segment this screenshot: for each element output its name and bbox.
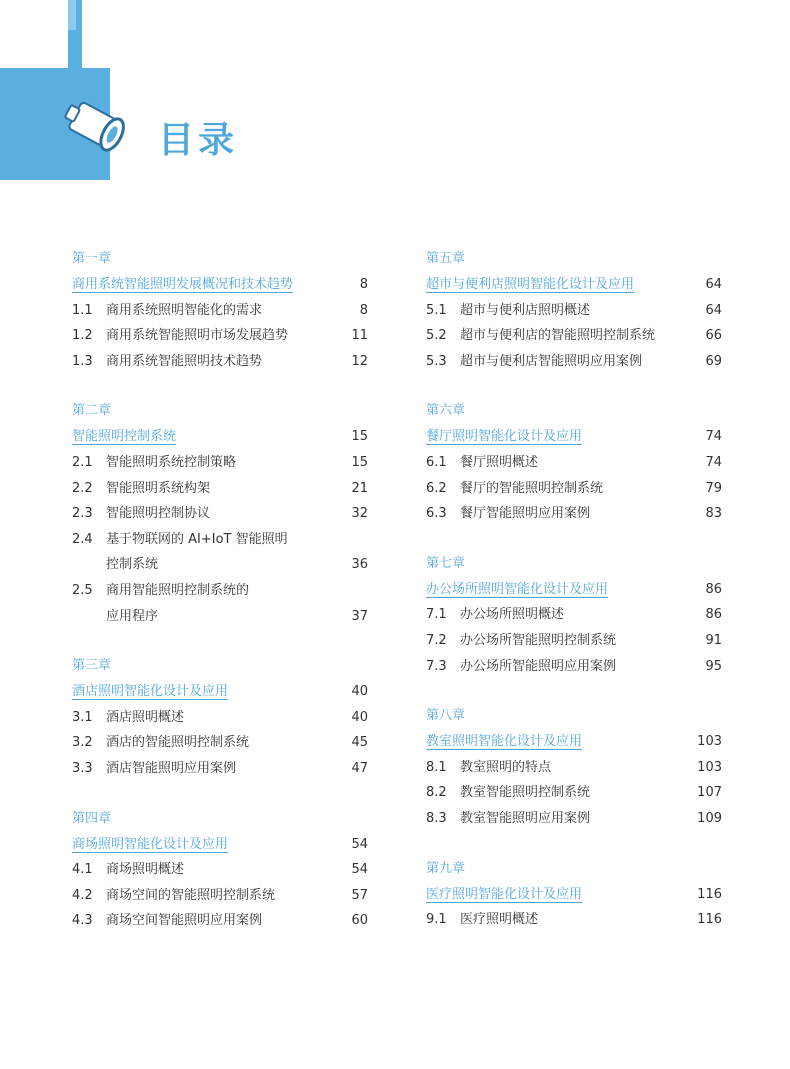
section-text	[426, 755, 551, 781]
toc-chapter	[426, 703, 722, 831]
section-title-line: 酒店照明概述	[106, 709, 185, 725]
page-number: 79	[705, 480, 722, 496]
section-entry[interactable]	[72, 476, 368, 502]
section-entry[interactable]	[426, 450, 722, 476]
section-number: 4.3	[72, 913, 93, 929]
section-entry[interactable]	[72, 527, 368, 578]
page-number: 36	[351, 557, 368, 573]
section-text	[426, 323, 655, 349]
section-entry[interactable]	[426, 907, 722, 933]
page-number: 83	[705, 506, 722, 522]
section-entry[interactable]	[72, 730, 368, 756]
section-entry[interactable]	[426, 501, 722, 527]
page-number: 15	[351, 454, 368, 470]
page-number: 116	[697, 886, 722, 902]
section-number: 3.1	[72, 709, 93, 725]
page-number: 54	[351, 836, 368, 852]
page-number: 116	[697, 912, 722, 928]
chapter-title-entry[interactable]	[426, 272, 722, 298]
section-title-line: 办公场所智能照明控制系统	[460, 632, 617, 648]
section-title-line: 超市与便利店的智能照明控制系统	[460, 328, 656, 344]
section-number: 4.2	[72, 887, 93, 903]
chapter-title: 智能照明控制系统	[72, 429, 177, 445]
toc-chapter	[426, 398, 722, 526]
section-text	[426, 907, 538, 933]
section-title-line: 餐厅智能照明应用案例	[460, 506, 591, 522]
page-number: 45	[351, 735, 368, 751]
chapter-title: 超市与便利店照明智能化设计及应用	[426, 277, 635, 292]
page-number: 64	[705, 277, 722, 292]
section-number: 6.1	[426, 454, 447, 470]
section-number: 5.1	[426, 302, 447, 318]
toc-left-column	[72, 246, 368, 958]
toc-chapter	[72, 653, 368, 781]
toc-chapter	[426, 551, 722, 679]
section-text	[426, 628, 616, 654]
page-number: 8	[359, 302, 368, 318]
toc-chapter	[72, 398, 368, 629]
section-title-line: 商场照明概述	[106, 862, 185, 878]
page-number: 40	[351, 709, 368, 725]
section-entry[interactable]	[426, 780, 722, 806]
section-entry[interactable]	[72, 298, 368, 324]
section-text	[72, 883, 275, 909]
page-number: 103	[697, 759, 722, 775]
page-number: 95	[705, 658, 722, 674]
chapter-title-entry[interactable]	[426, 424, 722, 450]
section-text	[426, 450, 538, 476]
chapter-title: 教室照明智能化设计及应用	[426, 734, 583, 750]
section-entry[interactable]	[72, 883, 368, 909]
section-text	[72, 578, 249, 629]
chapter-title-entry[interactable]	[426, 729, 722, 755]
section-title-line: 医疗照明概述	[460, 912, 539, 928]
chapter-title-entry[interactable]	[72, 679, 368, 705]
section-number: 1.1	[72, 302, 93, 318]
section-title-line: 智能照明系统控制策略	[106, 454, 237, 470]
chapter-title-entry[interactable]	[72, 832, 368, 858]
section-entry[interactable]	[72, 908, 368, 934]
page-number: 40	[351, 684, 368, 700]
section-title-line: 商用智能照明控制系统的	[106, 582, 250, 598]
chapter-label: 第一章	[72, 251, 112, 266]
section-title-line: 办公场所照明概述	[460, 607, 565, 623]
spotlight-icon	[58, 92, 138, 162]
page-number: 15	[351, 429, 368, 445]
page-number: 107	[697, 785, 722, 801]
section-text	[72, 527, 288, 578]
toc-chapter	[72, 806, 368, 934]
section-title-line: 餐厅照明概述	[460, 454, 539, 470]
section-text	[426, 501, 590, 527]
toc-chapter	[426, 246, 722, 374]
chapter-title: 商场照明智能化设计及应用	[72, 836, 229, 852]
section-title-line: 商场空间的智能照明控制系统	[106, 887, 276, 903]
section-number: 9.1	[426, 912, 447, 928]
chapter-label: 第四章	[72, 810, 112, 826]
page-number: 69	[705, 353, 722, 369]
section-entry[interactable]	[72, 501, 368, 527]
chapter-title: 商用系统智能照明发展概况和技术趋势	[72, 277, 294, 292]
chapter-title: 酒店照明智能化设计及应用	[72, 684, 229, 700]
section-title-line: 酒店智能照明应用案例	[106, 760, 237, 776]
chapter-label: 第九章	[426, 860, 466, 876]
section-number: 6.2	[426, 480, 447, 496]
section-entry[interactable]	[426, 654, 722, 680]
page-number: 54	[351, 862, 368, 878]
section-entry[interactable]	[72, 450, 368, 476]
section-text	[72, 857, 184, 883]
chapter-label: 第二章	[72, 403, 112, 419]
section-number: 8.1	[426, 759, 447, 775]
section-text	[72, 476, 210, 502]
page-number: 103	[697, 734, 722, 750]
page-number: 60	[351, 913, 368, 929]
section-title-line: 基于物联网的 AI+IoT 智能照明	[106, 531, 288, 547]
chapter-label: 第六章	[426, 403, 466, 419]
toc-right-column	[426, 246, 722, 957]
page-number: 91	[705, 632, 722, 648]
section-entry[interactable]	[72, 756, 368, 782]
section-text	[72, 450, 236, 476]
section-entry[interactable]	[72, 705, 368, 731]
page-number: 21	[351, 480, 368, 496]
header-stripe-accent	[68, 0, 76, 30]
section-number: 2.4	[72, 531, 93, 547]
section-entry[interactable]	[426, 298, 722, 324]
section-text	[426, 298, 590, 324]
section-number: 7.3	[426, 658, 447, 674]
page-number: 64	[705, 302, 722, 318]
section-entry[interactable]	[426, 806, 722, 832]
section-text	[72, 705, 184, 731]
section-title-line: 智能照明控制协议	[106, 506, 211, 522]
section-number: 5.2	[426, 328, 447, 344]
section-title-line: 教室照明的特点	[460, 759, 552, 775]
section-entry[interactable]	[72, 349, 368, 375]
chapter-title-entry[interactable]	[426, 577, 722, 603]
chapter-label: 第三章	[72, 658, 112, 674]
section-entry[interactable]	[426, 755, 722, 781]
section-entry[interactable]	[426, 602, 722, 628]
section-text	[426, 349, 642, 375]
section-number: 8.3	[426, 810, 447, 826]
section-entry[interactable]	[426, 323, 722, 349]
page-number: 86	[705, 581, 722, 597]
toc-chapter	[72, 246, 368, 374]
section-text	[72, 908, 262, 934]
section-title-line: 商场空间智能照明应用案例	[106, 913, 263, 929]
section-title-line: 超市与便利店照明概述	[460, 302, 591, 318]
chapter-title-entry[interactable]	[72, 424, 368, 450]
section-number: 4.1	[72, 862, 93, 878]
section-number: 8.2	[426, 785, 447, 801]
section-entry[interactable]	[72, 323, 368, 349]
section-text	[426, 654, 616, 680]
section-text	[72, 756, 236, 782]
section-text	[72, 501, 210, 527]
section-text	[426, 806, 590, 832]
chapter-title: 餐厅照明智能化设计及应用	[426, 429, 583, 445]
section-title-line: 餐厅的智能照明控制系统	[460, 480, 604, 496]
section-title-line: 商用系统智能照明技术趋势	[106, 353, 263, 369]
chapter-label: 第五章	[426, 251, 466, 266]
chapter-label: 第七章	[426, 555, 466, 571]
section-entry[interactable]	[426, 628, 722, 654]
section-text	[426, 476, 603, 502]
page-number: 37	[351, 608, 368, 624]
section-number: 1.3	[72, 353, 93, 369]
chapter-title: 医疗照明智能化设计及应用	[426, 886, 583, 902]
section-text	[72, 298, 262, 324]
section-title-line: 应用程序	[106, 608, 159, 624]
page-number: 86	[705, 607, 722, 623]
section-entry[interactable]	[72, 857, 368, 883]
section-number: 5.3	[426, 353, 447, 369]
section-number: 2.2	[72, 480, 93, 496]
section-number: 2.3	[72, 506, 93, 522]
chapter-title: 办公场所照明智能化设计及应用	[426, 581, 609, 597]
section-entry[interactable]	[426, 476, 722, 502]
section-title-line: 酒店的智能照明控制系统	[106, 735, 250, 751]
page-number: 11	[351, 328, 368, 344]
section-text	[72, 323, 288, 349]
page-number: 32	[351, 506, 368, 522]
page-number: 66	[705, 328, 722, 344]
page-number: 74	[705, 429, 722, 445]
page-title: 目录	[158, 120, 239, 161]
section-title-line: 教室智能照明应用案例	[460, 810, 591, 826]
section-entry[interactable]	[72, 578, 368, 629]
section-number: 2.5	[72, 582, 93, 598]
section-title-line: 办公场所智能照明应用案例	[460, 658, 617, 674]
section-number: 7.2	[426, 632, 447, 648]
section-number: 3.2	[72, 735, 93, 751]
page-number: 109	[697, 810, 722, 826]
section-title-line: 超市与便利店智能照明应用案例	[460, 353, 643, 369]
section-number: 3.3	[72, 760, 93, 776]
chapter-title-entry[interactable]	[426, 882, 722, 908]
section-number: 6.3	[426, 506, 447, 522]
page-number: 74	[705, 454, 722, 470]
toc-chapter	[426, 856, 722, 933]
section-number: 2.1	[72, 454, 93, 470]
page-number: 12	[351, 353, 368, 369]
chapter-title-entry[interactable]	[72, 272, 368, 298]
section-title-line: 控制系统	[106, 557, 159, 573]
chapter-label: 第八章	[426, 708, 466, 724]
section-title-line: 智能照明系统构架	[106, 480, 211, 496]
page-number: 47	[351, 760, 368, 776]
section-number: 1.2	[72, 328, 93, 344]
section-title-line: 商用系统智能照明市场发展趋势	[106, 328, 289, 344]
page-number: 57	[351, 887, 368, 903]
section-text	[72, 349, 262, 375]
section-entry[interactable]	[426, 349, 722, 375]
section-text	[426, 602, 564, 628]
section-title-line: 教室智能照明控制系统	[460, 785, 591, 801]
section-text	[72, 730, 249, 756]
page-number: 8	[359, 277, 368, 292]
section-text	[426, 780, 590, 806]
section-number: 7.1	[426, 607, 447, 623]
section-title-line: 商用系统照明智能化的需求	[106, 302, 263, 318]
